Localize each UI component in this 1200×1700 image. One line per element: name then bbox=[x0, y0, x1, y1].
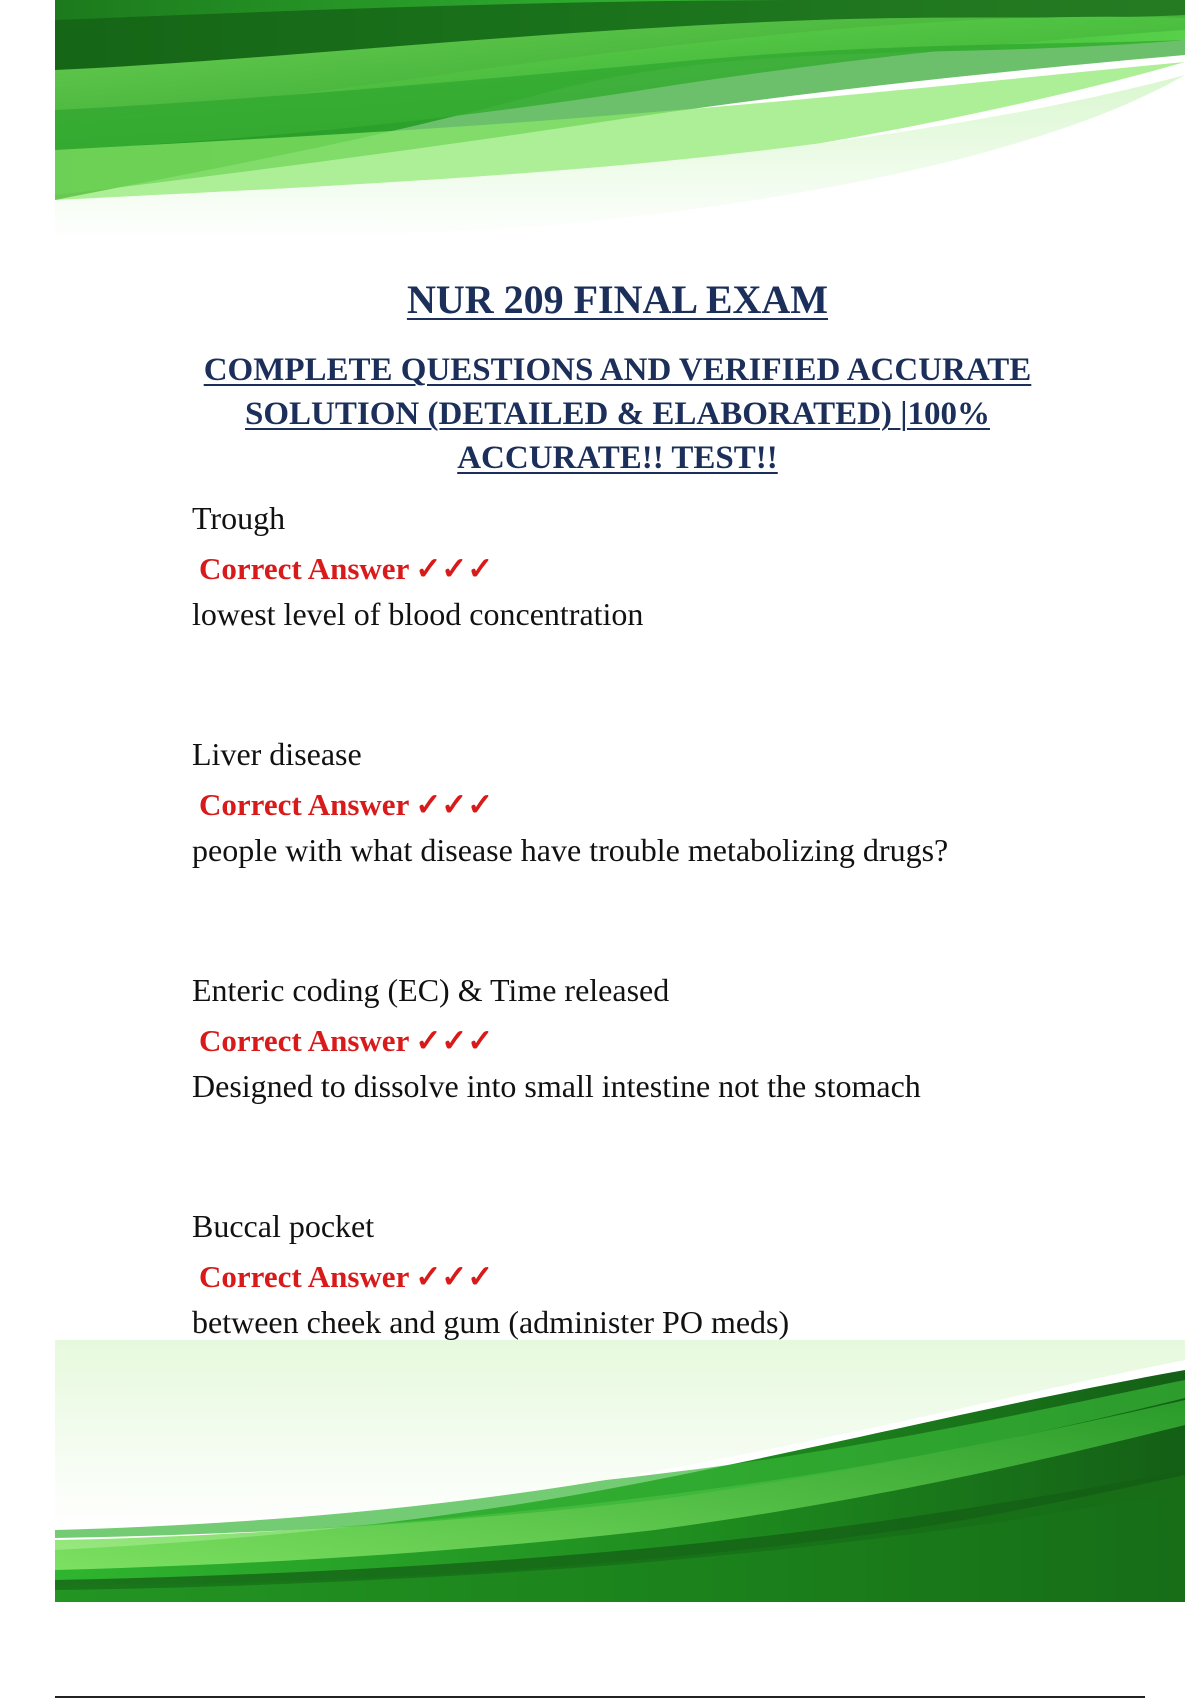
qa-answer: between cheek and gum (administer PO meds) bbox=[192, 1304, 790, 1340]
qa-term: Buccal pocket bbox=[192, 1208, 375, 1244]
top-green-wave-banner bbox=[55, 0, 1185, 240]
correct-answer-label bbox=[192, 1258, 1092, 1302]
correct-answer-text: Correct Answer bbox=[199, 1023, 410, 1058]
check-marks-icon: ✓✓✓ bbox=[415, 551, 494, 586]
qa-term: Enteric coding (EC) & Time released bbox=[192, 972, 670, 1008]
correct-answer-label bbox=[192, 1022, 1092, 1066]
document-subtitle: COMPLETE QUESTIONS AND VERIFIED ACCURATE SOLUTION (DETAILED & ELABORATED) |100% ACCURATE!! TEST!! bbox=[203, 352, 1032, 476]
qa-list bbox=[192, 498, 1092, 1442]
qa-item bbox=[192, 498, 1092, 734]
correct-answer-text: Correct Answer bbox=[199, 787, 410, 822]
qa-item bbox=[192, 734, 1092, 970]
correct-answer-text: Correct Answer bbox=[199, 551, 410, 586]
footer-divider bbox=[55, 1696, 1145, 1698]
bottom-green-wave-banner bbox=[55, 1340, 1185, 1602]
qa-answer: Designed to dissolve into small intestine not the stomach bbox=[192, 1068, 921, 1104]
document-title: NUR 209 FINAL EXAM bbox=[406, 277, 829, 322]
check-marks-icon: ✓✓✓ bbox=[415, 1023, 494, 1058]
qa-term: Trough bbox=[192, 500, 286, 536]
top-wave-graphic bbox=[55, 0, 1185, 240]
qa-answer: lowest level of blood concentration bbox=[192, 596, 644, 632]
correct-answer-label bbox=[192, 550, 1092, 594]
qa-item bbox=[192, 970, 1092, 1206]
correct-answer-text: Correct Answer bbox=[199, 1259, 410, 1294]
check-marks-icon: ✓✓✓ bbox=[415, 787, 494, 822]
correct-answer-label bbox=[192, 786, 1092, 830]
qa-answer: people with what disease have trouble metabolizing drugs? bbox=[192, 832, 949, 868]
qa-term: Liver disease bbox=[192, 736, 362, 772]
bottom-wave-graphic bbox=[55, 1340, 1185, 1602]
check-marks-icon: ✓✓✓ bbox=[415, 1259, 494, 1294]
document-header bbox=[150, 276, 1085, 480]
